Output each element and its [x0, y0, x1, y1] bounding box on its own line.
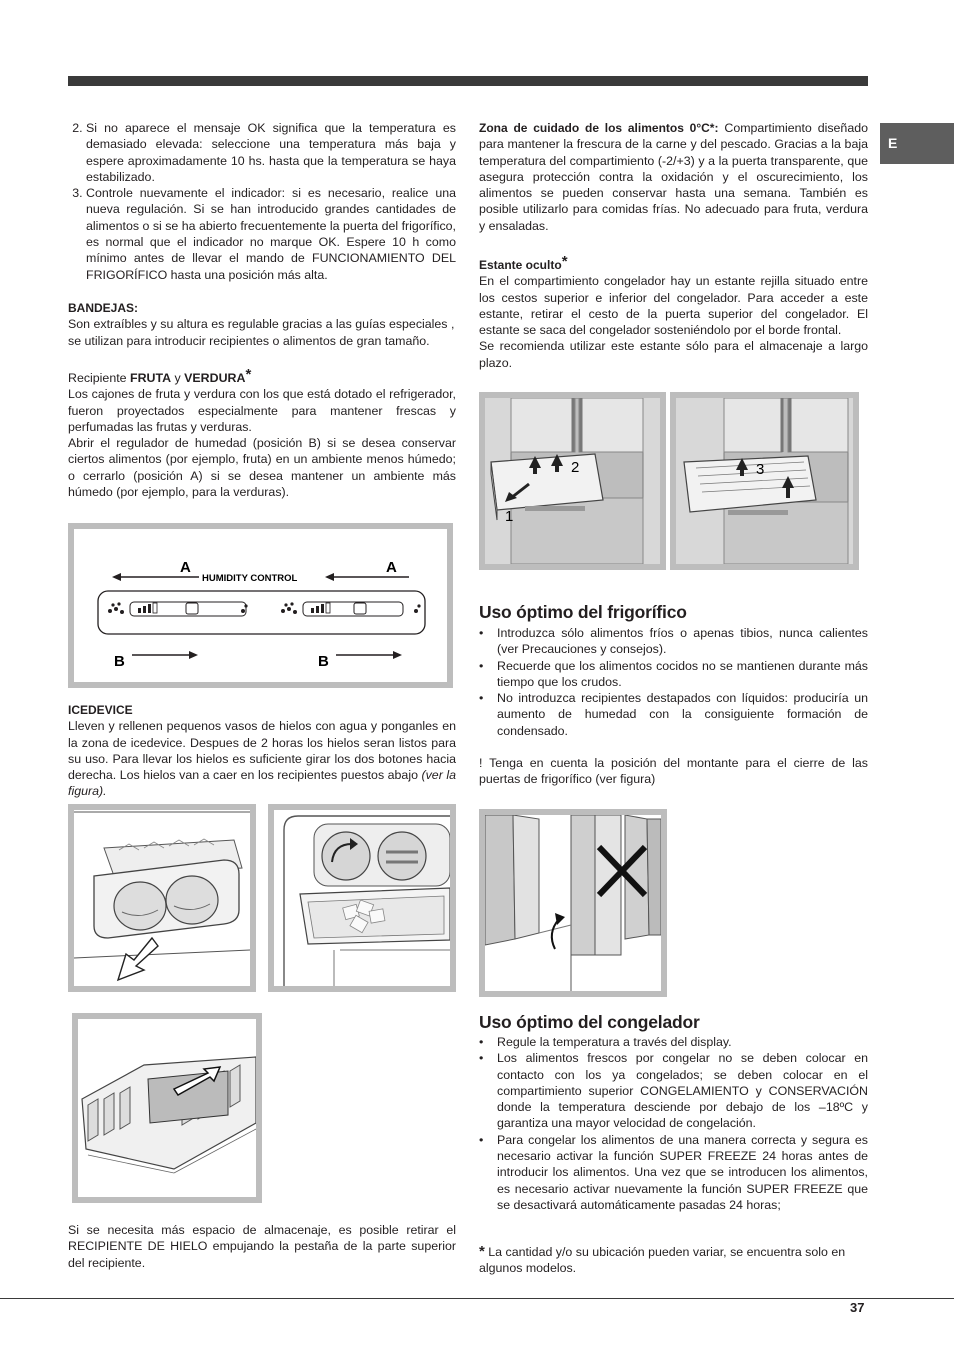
bandejas-text: Son extraíbles y su altura es regulable gracias a las guías especiales , se utilizan para introducir recipientes o alimentos de gran tamaño. [68, 317, 455, 348]
estante-section [479, 254, 868, 371]
ice-tray-figure [68, 804, 256, 992]
list-item: • Regule la temperatura a través del display. [479, 1034, 868, 1050]
shelf-removal-illustration [676, 398, 853, 564]
label-a-right: A [386, 559, 397, 576]
frig-note: ! Tenga en cuenta la posición del montante para el cierre de las puertas de frigorífico (ver figura) [479, 756, 868, 787]
list-item: • Para congelar los alimentos de una manera correcta y segura es necesario activar la función SUPER FREEZE 24 horas antes de introducir los alimentos. Una vez que se introducen los alimentos, es necesario activar nuevamente la función SUPER FREEZE que se desactivará automáticamente pasadas 24 horas; [479, 1132, 868, 1213]
list-item: • Los alimentos frescos por congelar no se deben colocar en contacto con los ya congelados; se deben colocar en el compartimiento superior CONGELAMIENTO y CONSERVACIÓN donde la temperatura desciende por debajo de los –18ºC y garantiza una mayor velocidad de congelación. [479, 1050, 868, 1131]
door-mullion-figure [479, 809, 667, 997]
icedevice-text [68, 718, 456, 799]
drawer-removal-illustration [485, 398, 660, 564]
asterisk: * [561, 253, 568, 270]
label-a-left: A [180, 559, 191, 576]
frig-list [479, 625, 868, 739]
cong-heading: Uso óptimo del congelador [479, 1012, 700, 1032]
verdura-label: VERDURA [184, 371, 246, 385]
humidity-control-label: HUMIDITY CONTROL [202, 573, 298, 584]
footnote-text: La cantidad y/o su ubicación pueden variar, se encuentra solo en algunos modelos. [479, 1245, 846, 1276]
ice-container-illustration [78, 1019, 256, 1197]
icedevice-heading: ICEDEVICE [68, 703, 133, 717]
drawer-label-1: 1 [505, 508, 514, 525]
list-item: • Introduzca sólo alimentos fríos o apenas tibios, nunca calientes (ver Precauciones y consejos). [479, 625, 868, 658]
ice-container-figure [72, 1013, 262, 1203]
fruta-label: FRUTA [130, 371, 172, 385]
drawer-label-2: 2 [571, 459, 580, 476]
list-item: 3. Controle nuevamente el indicador: si es necesario, realice una nueva regulación. Si se han introducido grandes cantidades de alimentos o si se ha abierto frecuentemente la puerta del frigorífico, es normal que el indicador no marque OK. Espere 10 h como mínimo antes de llevar el mando de FUNCIONAMIENTO DEL FRIGORÍFICO hasta una posición más alta. [86, 185, 456, 283]
bottom-paragraph: Si se necesita más espacio de almacenaje, es posible retirar el RECIPIENTE DE HIELO empujando la pestaña de la parte superior del recipiente. [68, 1223, 456, 1270]
zona-paragraph [479, 120, 868, 234]
water-drops-icon [108, 602, 421, 614]
language-tab: E [880, 123, 954, 164]
zona-text: Compartimiento diseñado para mantener la frescura de la carne y del pescado. Gracias a la baja temperatura del compartimiento (-2/+3) y a la puerta transparente, que asegura protección contra la oxidación y el oscurecimiento, los alimentos se pueden conservar hasta una semana. También es posible utilizarlo para comidas frías. No adecuado para fruta, verdura y ensaladas. [479, 121, 868, 233]
ice-tray-illustration [74, 810, 250, 986]
bandejas-section [68, 300, 456, 349]
asterisk: * [245, 366, 252, 383]
recipiente-paragraph: Abrir el regulador de humedad (posición B) si se desea conservar ciertos alimentos (por ejemplo, fruta) en un ambiente menos húmedo; o cerrarlo (posición A) si se desea mantener un ambiente más húmedo (por ejemplo, para la verduras). [68, 436, 456, 500]
page-number: 37 [850, 1300, 865, 1315]
recipiente-prefix: Recipiente [68, 371, 130, 385]
ice-knobs-illustration [274, 810, 450, 986]
bandejas-heading: BANDEJAS: [68, 301, 139, 315]
shelf-removal-figure [670, 392, 859, 570]
drawer-removal-figure [479, 392, 666, 570]
shelf-label-3: 3 [756, 461, 765, 478]
humidity-control-diagram [74, 529, 447, 682]
header-bar [68, 76, 868, 86]
estante-paragraph: Se recomienda utilizar este estante sólo para el almacenaje a largo plazo. [479, 339, 868, 370]
recipiente-heading [68, 367, 456, 386]
icedevice-italic: (ver la figura). [68, 768, 456, 799]
zona-heading: Zona de cuidado de los alimentos 0°C*: [479, 121, 719, 135]
list-item: • Recuerde que los alimentos cocidos no se mantienen durante más tiempo que los crudos. [479, 658, 868, 691]
humidity-control-figure [68, 523, 453, 688]
numbered-list [68, 120, 456, 283]
label-b-right: B [318, 653, 329, 670]
recipiente-section [68, 367, 456, 500]
ice-knobs-figure [268, 804, 456, 992]
estante-paragraph: En el compartimiento congelador hay un estante rejilla situado entre los cestos superior e inferior del congelador. Para acceder a este estante, retirar el cesto de la puerta superior del congelador. El estante se saca del congelador sosteniéndolo por el borde frontal. [479, 274, 868, 338]
estante-heading [479, 254, 868, 273]
cong-list [479, 1034, 868, 1213]
footnote [479, 1244, 868, 1277]
y-label: y [171, 371, 185, 385]
list-item: 2. Si no aparece el mensaje OK significa que la temperatura es demasiado elevada: seleccione una temperatura más baja y espere aproximadamente 10 hs. hasta que la temperatura se haya estabilizado. [86, 120, 456, 185]
footer-rule [0, 1298, 954, 1299]
icedevice-section [68, 702, 456, 800]
icedevice-body: Lleven y rellenen pequenos vasos de hielos con agua y ponganles en la zona de icedevice. Despues de 2 horas los hielos seran listos para su uso. Para llevar los hielos es suficiente girar los dos botones hacia derecha. Los hielos van a caer en los recipientes puestos abajo [68, 719, 456, 783]
list-item: • No introduzca recipientes destapados con líquidos: produciría un aumento de humedad con la consiguiente formación de condensado. [479, 690, 868, 739]
recipiente-paragraph: Los cajones de fruta y verdura con los que está dotado el refrigerador, fueron proyectados especialmente para mantener frescas y perfumadas las frutas y verduras. [68, 387, 456, 434]
door-mullion-illustration [485, 815, 661, 991]
footnote-asterisk: * [479, 1243, 485, 1260]
frig-heading: Uso óptimo del frigorífico [479, 602, 687, 622]
estante-title: Estante oculto [479, 258, 562, 272]
label-b-left: B [114, 653, 125, 670]
